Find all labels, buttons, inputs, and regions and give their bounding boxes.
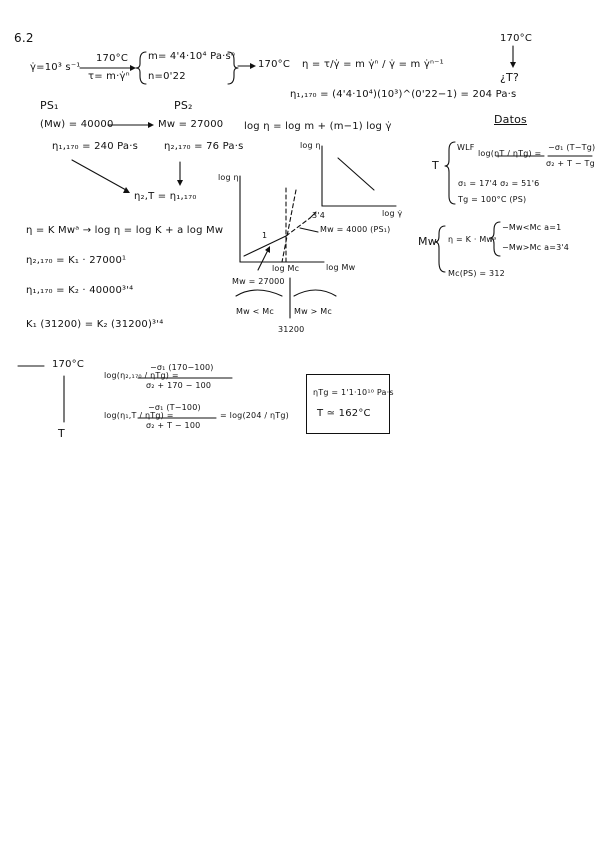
- eq2-lhs: log(η₁,T / ηTg) =: [104, 411, 174, 420]
- small-graph-line: [338, 158, 374, 190]
- bottom-T-label: T: [58, 427, 65, 440]
- top-right-question: ¿T?: [500, 71, 519, 84]
- datos-wlf-num: −σ₁ (T−Tg): [548, 143, 596, 152]
- result-box: [306, 374, 394, 434]
- range-high-label: Mw > Mc: [294, 307, 332, 316]
- slope-high-label: 3'4: [312, 211, 325, 220]
- log-relation: log η = log m + (m−1) log γ̇: [244, 121, 392, 132]
- eta-value: η₁,₁₇₀ = (4'4·10⁴)(10³)^(0'22−1) = 204 Pa·s: [290, 89, 517, 100]
- eta2-eq: η₂,₁₇₀ = K₁ · 27000¹: [26, 255, 127, 266]
- ps1-diag-arrow: [72, 160, 126, 190]
- eta1: η₁,₁₇₀ = 240 Pa·s: [52, 141, 139, 152]
- shear-arrow-temp: 170°C: [96, 53, 129, 64]
- result-T: T ≃ 162°C: [317, 408, 371, 419]
- eq2-num: −σ₁ (T−100): [148, 403, 201, 412]
- datos-wlf-den: σ₂ + T − Tg: [546, 159, 595, 168]
- mw2: Mw = 27000: [158, 119, 224, 130]
- main-graph-ylabel: log η: [218, 173, 239, 182]
- temp-down-arrowhead: [510, 62, 516, 68]
- slope-low-label: 1: [262, 231, 268, 240]
- eq2-eq: = log(204 / ηTg): [220, 411, 289, 420]
- datos-wlf-lhs: log(ηT / ηTg) =: [478, 149, 542, 158]
- result-temp: 170°C: [258, 59, 291, 70]
- bottom-temp-label: 170°C: [52, 359, 85, 370]
- ps2-down-arrowhead: [177, 180, 183, 186]
- result-arrowhead: [250, 63, 256, 69]
- eta1-eq: η₁,₁₇₀ = K₂ · 40000³'⁴: [26, 285, 134, 296]
- mn-left-brace: [136, 52, 146, 84]
- datos-mw: Mw: [418, 235, 437, 248]
- datos-case2: −Mw>Mc a=3'4: [502, 243, 570, 252]
- main-graph-xlabel: log Mw: [326, 263, 356, 272]
- m-value: m= 4'4·10⁴ Pa·sⁿ: [148, 51, 236, 62]
- n-value: n=0'22: [148, 71, 186, 82]
- range-low-arc: [236, 290, 282, 296]
- viscosity-def: η = τ/γ̇ = m γ̇ⁿ / γ̇ = m γ̇ⁿ⁻¹: [302, 59, 444, 70]
- eta2: η₂,₁₇₀ = 76 Pa·s: [164, 141, 244, 152]
- eta-equality: η₂,T = η₁,₁₇₀: [134, 191, 197, 202]
- eq2-den: σ₂ + T − 100: [146, 421, 201, 430]
- datos-T-brace: [445, 142, 455, 204]
- datos-mc-ps: Mc(PS) = 312: [448, 269, 505, 278]
- ps1-label: PS₁: [40, 99, 59, 112]
- datos-eta-k: η = K · Mwᵃ: [448, 235, 497, 244]
- shear-arrowhead: [130, 65, 136, 71]
- datos-mw-brace: [435, 226, 445, 272]
- gamma-dot: γ̇=10³ s⁻¹: [30, 62, 81, 73]
- main-graph-ps1-arrow: [300, 228, 318, 232]
- mc-axis-label: log Mc: [272, 264, 300, 273]
- ps1-diag-arrowhead: [123, 187, 130, 193]
- datos-wlf: WLF: [457, 143, 475, 152]
- mw-left-label: Mw = 27000: [232, 277, 285, 286]
- small-graph-xlabel: log γ̇: [382, 209, 403, 218]
- mw-law: η = K Mwᵃ → log η = log K + a log Mw: [26, 225, 224, 236]
- mw-arrowhead: [148, 122, 154, 128]
- power-model: τ= m·γ̇ⁿ: [88, 71, 130, 82]
- range-high-arc: [294, 290, 336, 296]
- mw1: (Mw) = 40000: [40, 119, 114, 130]
- eq1-lhs: log(η₂,₁₇₀ / ηTg) =: [104, 371, 179, 380]
- datos-case1: −Mw<Mc a=1: [502, 223, 562, 232]
- datos-T: T: [432, 159, 439, 172]
- datos-tg: Tg = 100°C (PS): [458, 195, 527, 204]
- datos-title: Datos: [494, 113, 527, 126]
- datos-sigma: σ₁ = 17'4 σ₂ = 51'6: [458, 179, 540, 188]
- eq1-num: −σ₁ (170−100): [150, 363, 214, 372]
- mw-right-label: Mw = 4000 (PS₁): [320, 225, 391, 234]
- result-eta: ηTg = 1'1·10¹⁰ Pa·s: [313, 388, 394, 397]
- problem-number: 6.2: [14, 31, 34, 45]
- mc-value-label: 31200: [278, 325, 305, 334]
- eq1-den: σ₂ + 170 − 100: [146, 381, 212, 390]
- top-right-temp: 170°C: [500, 33, 533, 44]
- k-eq: K₁ (31200) = K₂ (31200)³'⁴: [26, 319, 164, 330]
- main-graph-extrap-line: [282, 190, 296, 262]
- small-graph-ylabel: log η: [300, 141, 321, 150]
- ps2-label: PS₂: [174, 99, 193, 112]
- main-graph-point-arrow: [258, 250, 268, 270]
- range-low-label: Mw < Mc: [236, 307, 274, 316]
